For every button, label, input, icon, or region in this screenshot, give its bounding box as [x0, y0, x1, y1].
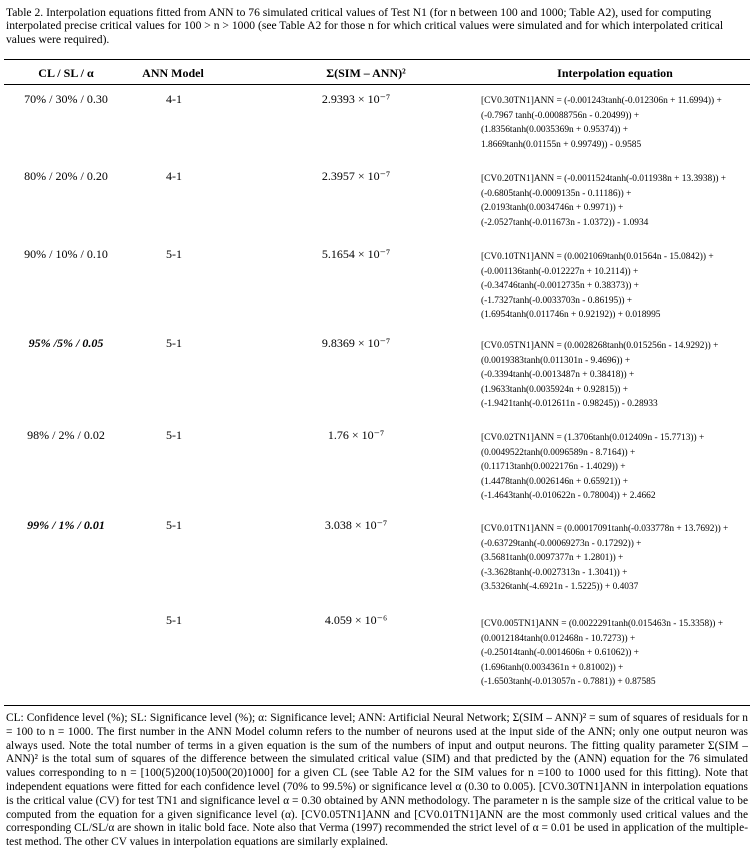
row-sse: 4.059 × 10⁻⁶	[324, 613, 388, 627]
equation-line: (0.11713tanh(0.0022176n - 1.4029)) +	[481, 462, 626, 473]
table-footnote: CL: Confidence level (%); SL: Significance level (%); α: Significance level; ANN: Artificial Neural Network; Σ(SIM – ANN)² = sum of squares of residuals for n = 100 to n = 1000. The first number in the ANN Model column refers to the number of neurons used at the input side of the ANN; only one output neuron was always used. Note the total number of terms in a given equation is the sum of the numbers of input and output neurons. The fitting quality parameter Σ(SIM – ANN)² is the total sum of squares of the difference between the simulated critical value (SIM) and that predicted by the (ANN) equation for the 76 simulated values corresponding to n = [100(5)200(10)500(20)1000] for a given CL (see Table A2 for the SIM values for n =100 to 1000 used for this fitting). Note that independent equations were fitted for each confidence level (70% to 99.5%) or significance level α (0.30 to 0.005). [CV0.30TN1]ANN in interpolation equations is the critical value (CV) for test TN1 and significance level α = 0.30 obtained by ANN methodology. The parameter n is the sample size of the critical value to be computed from the equation for a given significance level (α). [CV0.05TN1]ANN and [CV0.01TN1]ANN are the most commonly used critical values and the corresponding CL/SL/α are shown in italic bold face. Note also that Verma (1997) recommended the strict level of α = 0.01 be used in application of the multiple-test method. The other CV values in interpolation equations are similarly explained.	[6, 712, 748, 849]
equation-line: (-0.7967 tanh(-0.00088756n - 0.20499)) +	[481, 110, 640, 121]
row-sse: 2.9393 × 10⁻⁷	[321, 92, 391, 106]
equation-line: (-0.001136tanh(-0.012227n + 10.2114)) +	[481, 266, 639, 277]
equation-line: (1.4478tanh(0.0026146n + 0.65921)) +	[481, 476, 629, 487]
row-sse: 5.1654 × 10⁻⁷	[321, 247, 391, 261]
header-eq: Interpolation equation	[557, 66, 673, 80]
row-equation	[481, 431, 751, 504]
row-ann-model: 5-1	[166, 613, 182, 627]
equation-line: (-0.6805tanh(-0.0009135n - 0.11186)) +	[481, 188, 632, 199]
row-cl: 80% / 20% / 0.20	[24, 169, 108, 183]
equation-line: [CV0.20TN1]ANN = (-0.0011524tanh(-0.011938n + 13.3938)) +	[481, 174, 727, 184]
row-equation	[481, 617, 751, 690]
header-sse: Σ(SIM – ANN)²	[326, 66, 406, 80]
row-equation	[481, 250, 751, 323]
equation-line: (-1.9421tanh(-0.012611n - 0.98245)) - 0.28933	[481, 399, 658, 410]
equation-line: (1.696tanh(0.0034361n + 0.81002)) +	[481, 662, 624, 673]
row-cl: 90% / 10% / 0.10	[24, 247, 108, 261]
header-ann: ANN Model	[142, 66, 204, 80]
equation-line: (-2.0527tanh(-0.011673n - 1.0372)) - 1.0934	[481, 217, 649, 228]
row-ann-model: 5-1	[166, 518, 182, 532]
equation-line: (3.5326tanh(-4.6921n - 1.5225)) + 0.4037	[481, 582, 639, 593]
equation-line: (2.0193tanh(0.0034746n + 0.9971)) +	[481, 203, 624, 214]
table-caption: Table 2. Interpolation equations fitted from ANN to 76 simulated critical values of Test N1 (for n between 100 and 1000; Table A2), used for computing interpolated precise critical values for 100 > n > 1000 (see Table A2 for those n for which critical values were simulated and for which interpolated critical values were required).	[6, 6, 724, 46]
row-cl: 99% / 1% / 0.01	[27, 518, 105, 532]
header-rule	[4, 84, 750, 85]
equation-line: [CV0.01TN1]ANN = (0.00017091tanh(-0.033778n + 13.7692)) +	[481, 524, 729, 534]
equation-line: (1.6954tanh(0.011746n + 0.92192)) + 0.018995	[481, 310, 661, 321]
equation-line: (-3.3628tanh(-0.0027313n - 1.3041)) +	[481, 567, 628, 578]
equation-line: [CV0.02TN1]ANN = (1.3706tanh(0.012409n - 15.7713)) +	[481, 433, 705, 443]
equation-line: [CV0.05TN1]ANN = (0.0028268tanh(0.015256n - 14.9292)) +	[481, 341, 719, 351]
row-equation	[481, 94, 751, 152]
equation-line: [CV0.30TN1]ANN = (-0.001243tanh(-0.012306n + 11.6994)) +	[481, 96, 722, 106]
equation-line: [CV0.10TN1]ANN = (0.0021069tanh(0.01564n - 15.0842)) +	[481, 252, 714, 262]
row-ann-model: 5-1	[166, 336, 182, 350]
equation-line: [CV0.005TN1]ANN = (0.0022291tanh(0.015463n - 15.3358)) +	[481, 619, 724, 629]
row-cl: 70% / 30% / 0.30	[24, 92, 108, 106]
equation-line: (-0.25014tanh(-0.0014606n + 0.61062)) +	[481, 648, 639, 659]
equation-line: 1.8669tanh(0.01155n + 0.99749)) - 0.9585	[481, 139, 642, 150]
bottom-rule	[4, 705, 750, 706]
row-cl: 98% / 2% / 0.02	[27, 428, 105, 442]
equation-line: (-1.6503tanh(-0.013057n - 0.7881)) + 0.87585	[481, 677, 656, 688]
equation-line: (1.8356tanh(0.0035369n + 0.95374)) +	[481, 125, 629, 136]
row-sse: 2.3957 × 10⁻⁷	[321, 169, 391, 183]
equation-line: (0.0012184tanh(0.012468n - 10.7273)) +	[481, 633, 636, 644]
row-cl: 95% /5% / 0.05	[28, 336, 104, 350]
equation-line: (1.9633tanh(0.0035924n + 0.92815)) +	[481, 384, 629, 395]
row-equation	[481, 522, 751, 595]
equation-line: (-0.3394tanh(-0.0013487n + 0.38418)) +	[481, 370, 635, 381]
equation-line: (0.0049522tanh(0.0096589n - 8.7164)) +	[481, 447, 636, 458]
equation-line: (-0.63729tanh(-0.00069273n - 0.17292)) +	[481, 538, 642, 549]
row-equation	[481, 339, 751, 412]
equation-line: (3.5681tanh(0.0097377n + 1.2801)) +	[481, 553, 624, 564]
row-ann-model: 5-1	[166, 247, 182, 261]
row-sse: 1.76 × 10⁻⁷	[327, 428, 385, 442]
equation-line: (-1.7327tanh(-0.0033703n - 0.86195)) +	[481, 295, 633, 306]
row-ann-model: 4-1	[166, 92, 182, 106]
row-sse: 3.038 × 10⁻⁷	[324, 518, 388, 532]
row-equation	[481, 172, 751, 230]
equation-line: (-0.34746tanh(-0.0012735n + 0.38373)) +	[481, 281, 639, 292]
row-ann-model: 4-1	[166, 169, 182, 183]
equation-line: (0.0019383tanh(0.011301n - 9.4696)) +	[481, 355, 631, 366]
header-cl: CL / SL / α	[38, 66, 94, 80]
equation-line: (-1.4643tanh(-0.010622n - 0.78004)) + 2.4662	[481, 491, 656, 502]
row-sse: 9.8369 × 10⁻⁷	[321, 336, 391, 350]
top-rule	[4, 59, 750, 60]
row-ann-model: 5-1	[166, 428, 182, 442]
